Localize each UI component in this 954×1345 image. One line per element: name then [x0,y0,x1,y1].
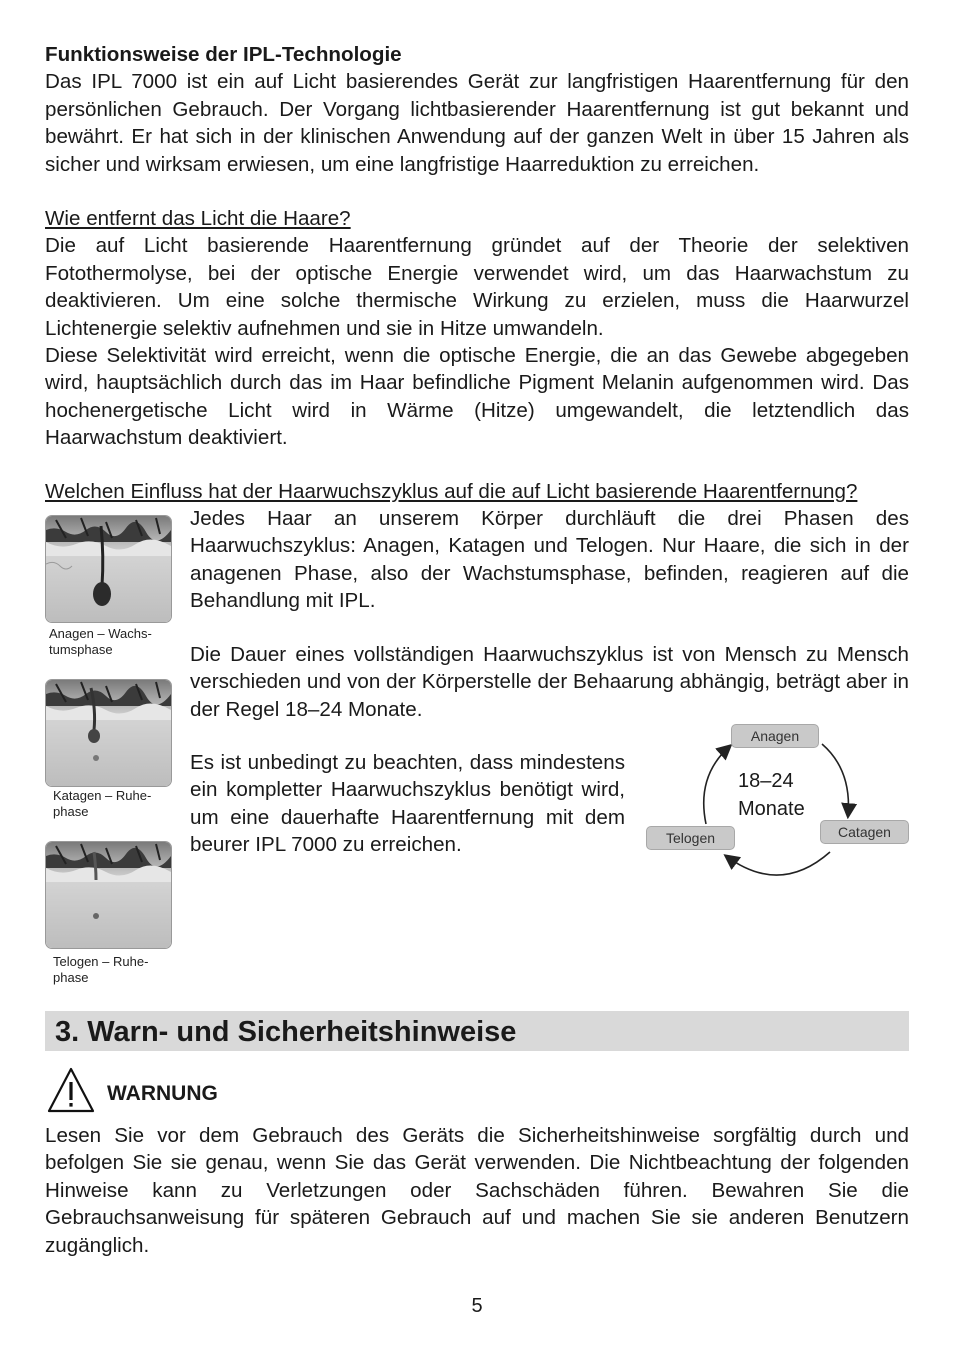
warning-paragraph: Lesen Sie vor dem Gebrauch des Geräts die Sicherheitshinweise sorgfältig durch und befolgen Sie sie genau, wenn Sie das Gerät verwenden. Die Nichtbeachtung der folgenden Hinweise kann zu Verletzungen oder Sachschäden führen. Bewahren Sie die Gebrauchsanweisung für späteren Gebrauch auf und machen Sie sie anderen Benutzern zugänglich. [45,1124,909,1257]
cycle-text-2-wrap [190,641,909,723]
section-title: 3. Warn- und Sicherheitshinweise [55,1016,517,1048]
cycle-duration-value: 18–24 [738,770,794,792]
anagen-image [45,515,172,623]
cycle-text-3-wrap [190,749,625,859]
cycle-label-anagen: Anagen [731,724,819,748]
cycle-text-1-wrap [190,505,909,615]
intro-block [45,41,909,178]
heading-ipl-technology: Funktionsweise der IPL-Technologie [45,43,402,66]
katagen-image [45,679,172,787]
cycle-label-telogen: Telogen [646,826,735,850]
warning-triangle-icon [46,1066,96,1114]
cycle-label-catagen: Catagen [820,820,909,844]
cycle-subheading-wrap [45,478,909,505]
telogen-caption: Telogen – Ruhe-phase [53,954,149,985]
light-paragraph-1: Die auf Licht basierende Haarentfernung gründet auf der Theorie der selektiven Fotothermolyse, bei der optische Energie verwendet wird, um das Haarwachstum zu deaktivieren. Um eine solche thermische Wirkung zu erzielen, muss die Haarwurzel Lichtenergie selektiv aufnehmen und sie in Hitze umwandeln. [45,234,909,340]
cycle-paragraph-3: Es ist unbedingt zu beachten, dass mindestens ein kompletter Haarwuchszyklus benötigt wird, um eine dauerhafte Haarentfernung mit dem beurer IPL 7000 zu erreichen. [190,751,625,857]
cycle-paragraph-2: Die Dauer eines vollständigen Haarwuchszyklus ist von Mensch zu Mensch verschieden und von der Körperstelle der Behaarung abhängig, beträgt aber in der Regel 18–24 Monate. [190,643,909,721]
section-header-bar [45,1011,909,1051]
cycle-duration [738,767,805,823]
light-paragraph-2: Diese Selektivität wird erreicht, wenn die optische Energie, die an das Gewebe abgegeben wird, hauptsächlich durch das im Haar befindliche Pigment Melanin aufgenommen wird. Das hochenergetische Licht wird in Wärme (Hitze) umgewandelt, die letztendlich das Haarwachstum deaktiviert. [45,344,909,450]
katagen-caption: Katagen – Ruhe-phase [53,788,152,819]
warning-label: WARNUNG [107,1082,218,1105]
cycle-duration-unit: Monate [738,798,805,820]
arrow-anagen-to-catagen [822,744,848,816]
arrow-telogen-to-anagen [704,746,730,824]
cycle-paragraph-1: Jedes Haar an unserem Körper durchläuft die drei Phasen des Haarwuchszyklus: Anagen, Katagen und Telogen. Nur Haare, die sich in der anagenen Phase, also der Wachstumsphase, befinden, reagieren auf die Behandlung mit IPL. [190,507,909,613]
anagen-caption: Anagen – Wachs-tumsphase [49,626,152,657]
warning-block [45,1122,909,1259]
subheading-light: Wie entfernt das Licht die Haare? [45,207,351,230]
light-block [45,205,909,452]
telogen-image [45,841,172,949]
intro-paragraph: Das IPL 7000 ist ein auf Licht basierendes Gerät zur langfristigen Haarentfernung für den persönlichen Gebrauch. Der Vorgang lichtbasierender Haarentfernung ist gut bekannt und bewährt. Er hat sich in der klinischen Anwendung auf der ganzen Welt in über 15 Jahren als sicher und wirksam erwiesen, um eine langfristige Haarreduktion zu erreichen. [45,70,909,176]
page-number: 5 [471,1295,483,1317]
subheading-cycle: Welchen Einfluss hat der Haarwuchszyklus auf die auf Licht basierende Haarentfernung? [45,480,858,503]
arrow-catagen-to-telogen [726,852,830,875]
